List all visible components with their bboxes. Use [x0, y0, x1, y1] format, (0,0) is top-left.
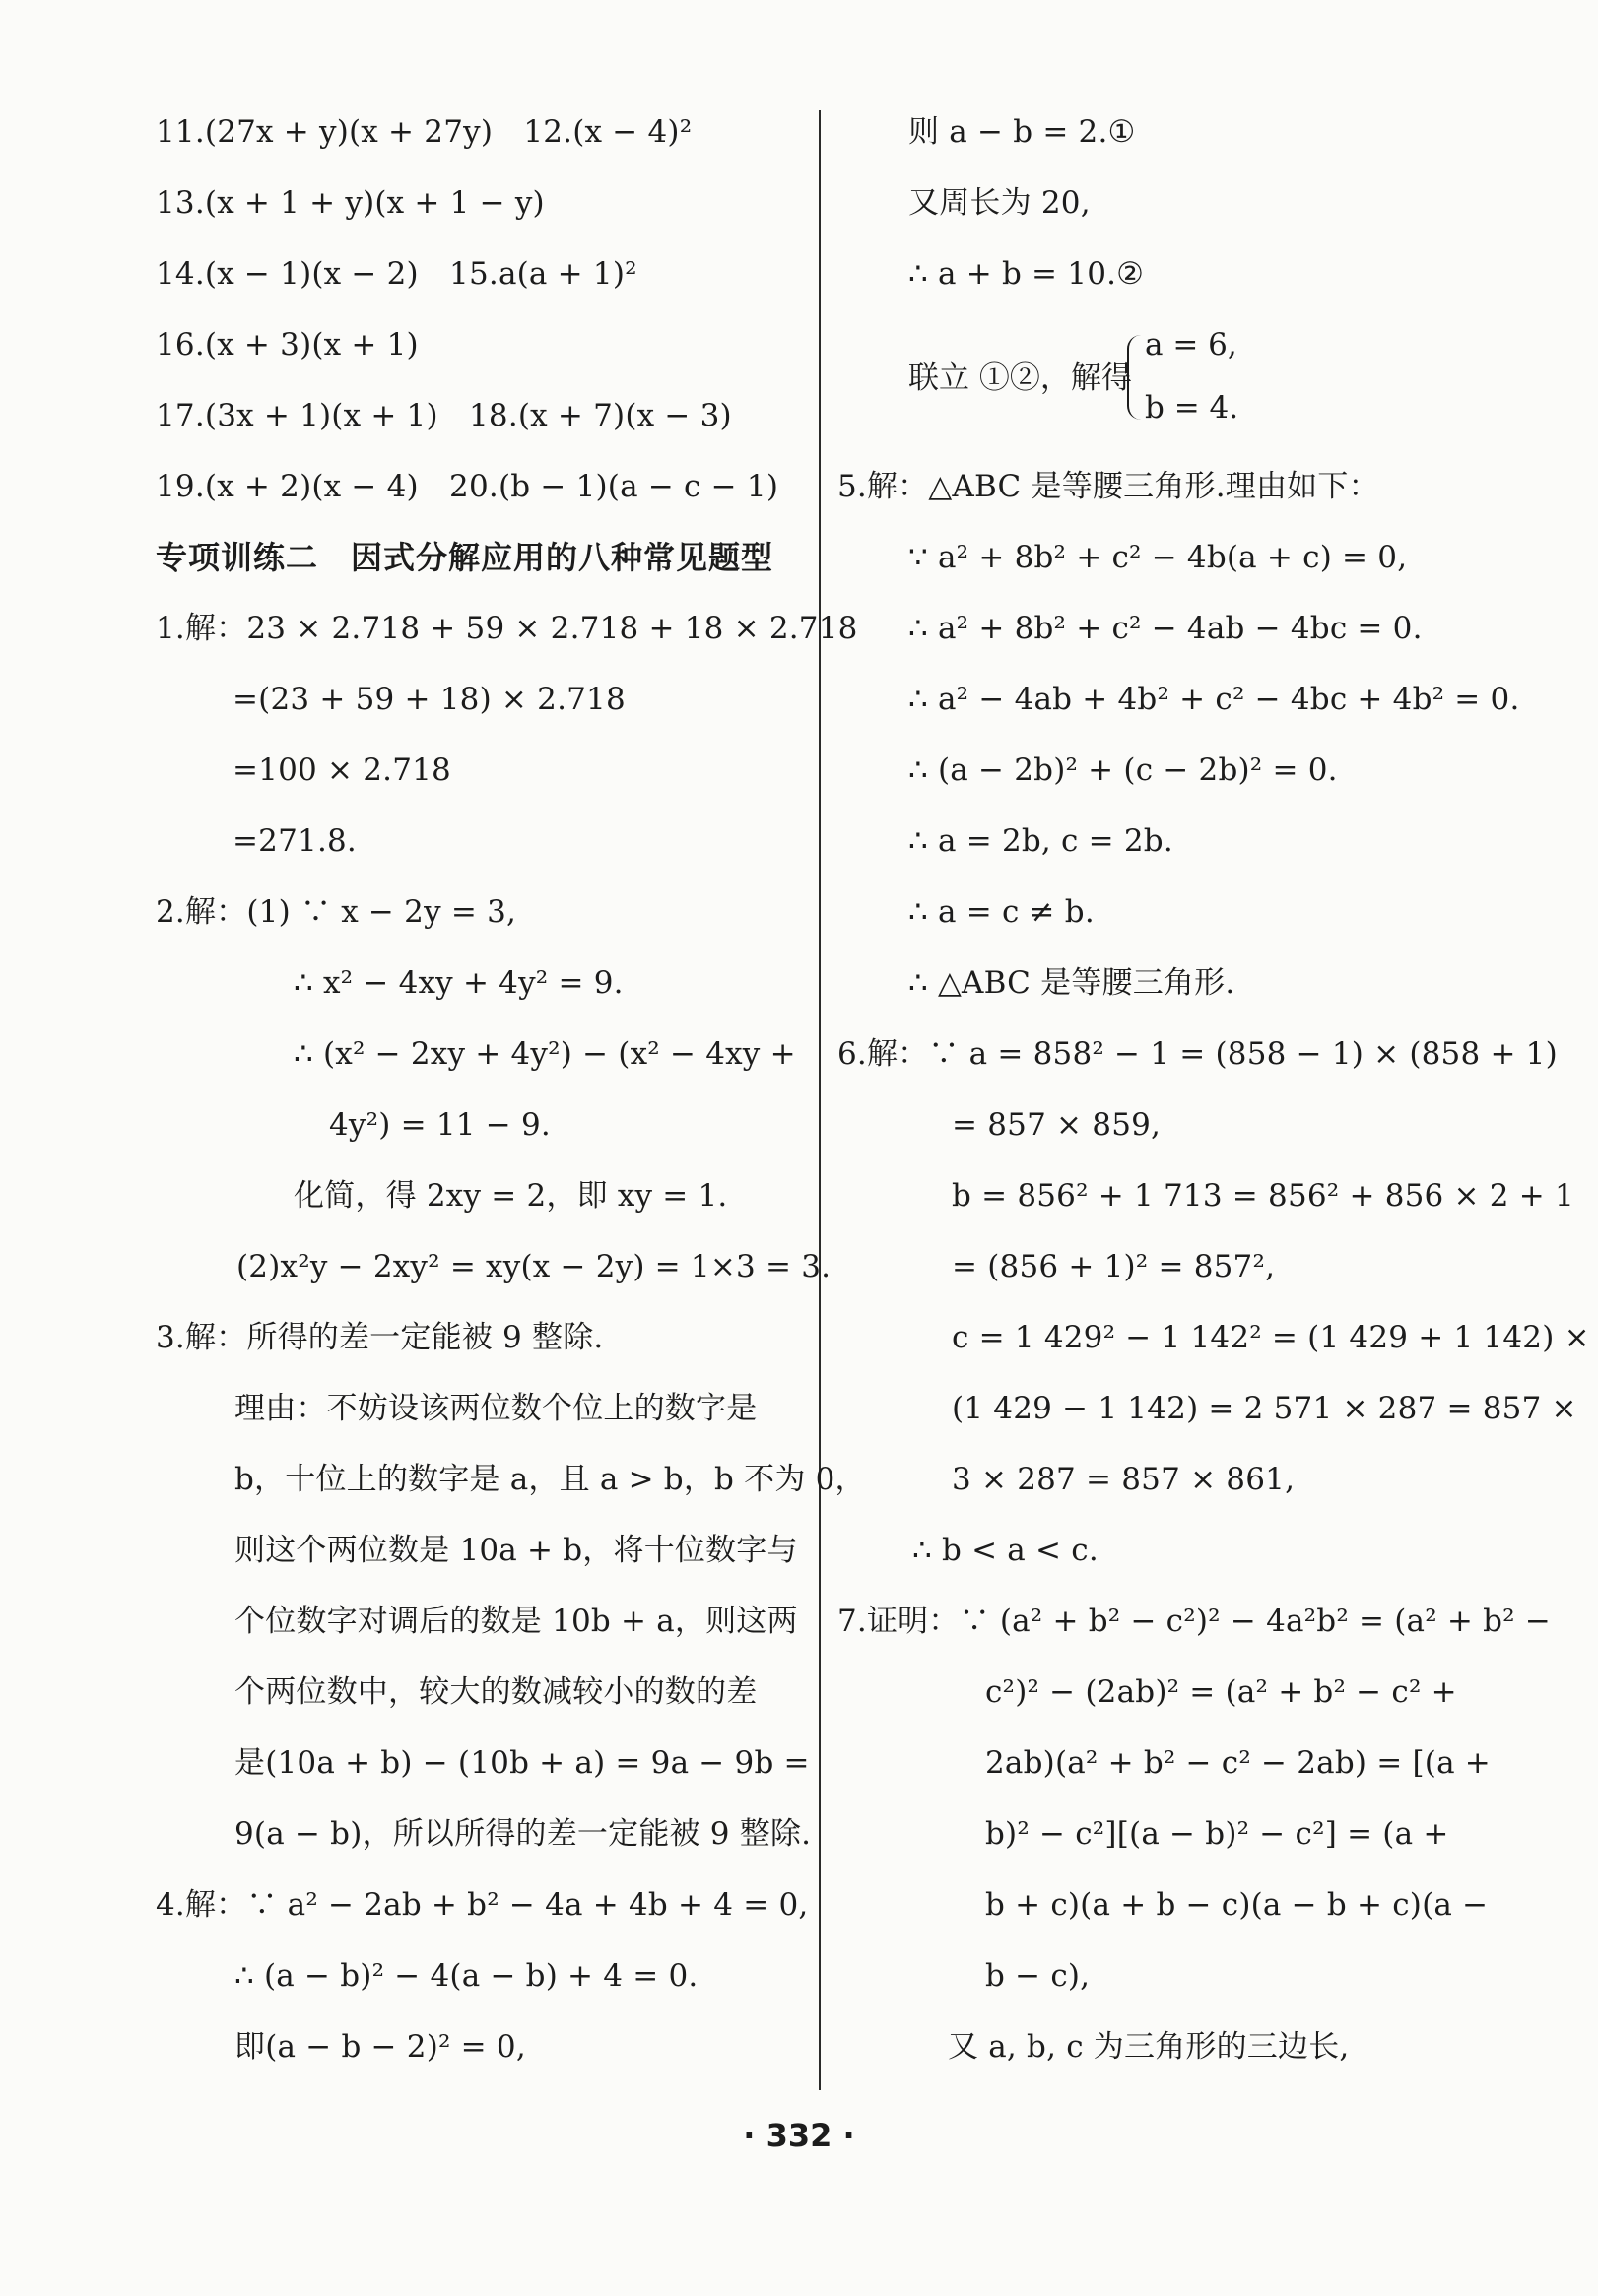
answer-line: ∴ (a − b)² − 4(a − b) + 4 = 0.	[234, 1958, 699, 1994]
answer-line: ∴ b < a < c.	[912, 1533, 1099, 1568]
system-of-equations	[908, 325, 1302, 424]
answer-line: ∴ a² + 8b² + c² − 4ab − 4bc = 0.	[908, 611, 1423, 646]
answer-line: 即(a − b − 2)² = 0,	[234, 2029, 526, 2065]
page-number: · 332 ·	[743, 2117, 855, 2154]
column-divider	[819, 110, 821, 2090]
answer-line: 14.(x − 1)(x − 2) 15.a(a + 1)²	[156, 256, 637, 292]
answer-line: 2ab)(a² + b² − c² − 2ab) = [(a +	[985, 1745, 1491, 1781]
system-top-equation: a = 6,	[1145, 327, 1237, 362]
answer-line: (2)x²y − 2xy² = xy(x − 2y) = 1×3 = 3.	[236, 1249, 832, 1284]
answer-line: ∴ a² − 4ab + 4b² + c² − 4bc + 4b² = 0.	[908, 682, 1520, 717]
answer-line: 9(a − b)，所以所得的差一定能被 9 整除.	[234, 1816, 812, 1852]
left-brace	[1127, 335, 1143, 420]
answer-line: 3 × 287 = 857 × 861,	[952, 1462, 1296, 1497]
answer-line: ∴ x² − 4xy + 4y² = 9.	[294, 965, 624, 1001]
answer-line: 2.解：(1) ∵ x − 2y = 3,	[156, 894, 517, 930]
answer-line: 4.解：∵ a² − 2ab + b² − 4a + 4b + 4 = 0,	[156, 1887, 809, 1923]
answer-line: 又 a, b, c 为三角形的三边长,	[948, 2029, 1350, 2065]
answer-line: 化简，得 2xy = 2，即 xy = 1.	[294, 1178, 728, 1214]
system-label: 联立 ①②，解得	[908, 361, 1132, 396]
answer-line: 16.(x + 3)(x + 1)	[156, 327, 419, 362]
answer-line: =271.8.	[233, 823, 357, 859]
answer-line: ∴ a + b = 10.②	[908, 256, 1145, 292]
answer-line: 1.解：23 × 2.718 + 59 × 2.718 + 18 × 2.718	[156, 611, 858, 646]
answer-line: =(23 + 59 + 18) × 2.718	[233, 682, 626, 717]
answer-line: c²)² − (2ab)² = (a² + b² − c² +	[985, 1674, 1457, 1710]
answer-line: 则 a − b = 2.①	[908, 114, 1136, 150]
answer-line: ∴ a = c ≠ b.	[908, 894, 1095, 930]
answer-line: 11.(27x + y)(x + 27y) 12.(x − 4)²	[156, 114, 693, 150]
answer-line: 个位数字对调后的数是 10b + a，则这两	[234, 1604, 798, 1639]
answer-line: 19.(x + 2)(x − 4) 20.(b − 1)(a − c − 1)	[156, 469, 779, 504]
section-heading: 专项训练二 因式分解应用的八种常见题型	[156, 539, 774, 576]
answer-line: ∴ (x² − 2xy + 4y²) − (x² − 4xy +	[294, 1036, 796, 1072]
answer-line: 又周长为 20,	[908, 185, 1091, 221]
system-bottom-equation: b = 4.	[1145, 390, 1239, 426]
answer-line: ∴ (a − 2b)² + (c − 2b)² = 0.	[908, 753, 1338, 788]
answer-line: 个两位数中，较大的数减较小的数的差	[234, 1674, 758, 1710]
answer-line: 5.解：△ABC 是等腰三角形.理由如下：	[837, 469, 1379, 504]
answer-line: b = 856² + 1 713 = 856² + 856 × 2 + 1	[952, 1178, 1574, 1214]
answer-line: 是(10a + b) − (10b + a) = 9a − 9b =	[234, 1745, 810, 1781]
answer-line: b)² − c²][(a − b)² − c²] = (a +	[985, 1816, 1449, 1852]
answer-line: 6.解：∵ a = 858² − 1 = (858 − 1) × (858 + 1)	[837, 1036, 1558, 1072]
answer-line: =100 × 2.718	[233, 753, 451, 788]
answer-line: 7.证明：∵ (a² + b² − c²)² − 4a²b² = (a² + b² −	[837, 1604, 1552, 1639]
answer-line: 13.(x + 1 + y)(x + 1 − y)	[156, 185, 545, 221]
answer-line: = (856 + 1)² = 857²,	[952, 1249, 1276, 1284]
answer-line: (1 429 − 1 142) = 2 571 × 287 = 857 ×	[952, 1391, 1577, 1426]
answer-line: = 857 × 859,	[952, 1107, 1162, 1143]
answer-line: b − c),	[985, 1958, 1091, 1994]
answer-line: 4y²) = 11 − 9.	[329, 1107, 551, 1143]
answer-line: 3.解：所得的差一定能被 9 整除.	[156, 1320, 604, 1355]
answer-line: c = 1 429² − 1 142² = (1 429 + 1 142) ×	[952, 1320, 1590, 1355]
answer-line: ∴ a = 2b, c = 2b.	[908, 823, 1173, 859]
answer-line: ∵ a² + 8b² + c² − 4b(a + c) = 0,	[908, 540, 1408, 575]
answer-line: ∴ △ABC 是等腰三角形.	[908, 965, 1235, 1001]
answer-line: 17.(3x + 1)(x + 1) 18.(x + 7)(x − 3)	[156, 398, 732, 433]
answer-line: b，十位上的数字是 a，且 a > b，b 不为 0，	[234, 1462, 866, 1497]
answer-line: b + c)(a + b − c)(a − b + c)(a −	[985, 1887, 1489, 1923]
answer-line: 理由：不妨设该两位数个位上的数字是	[234, 1391, 758, 1426]
answer-line: 则这个两位数是 10a + b，将十位数字与	[234, 1533, 798, 1568]
